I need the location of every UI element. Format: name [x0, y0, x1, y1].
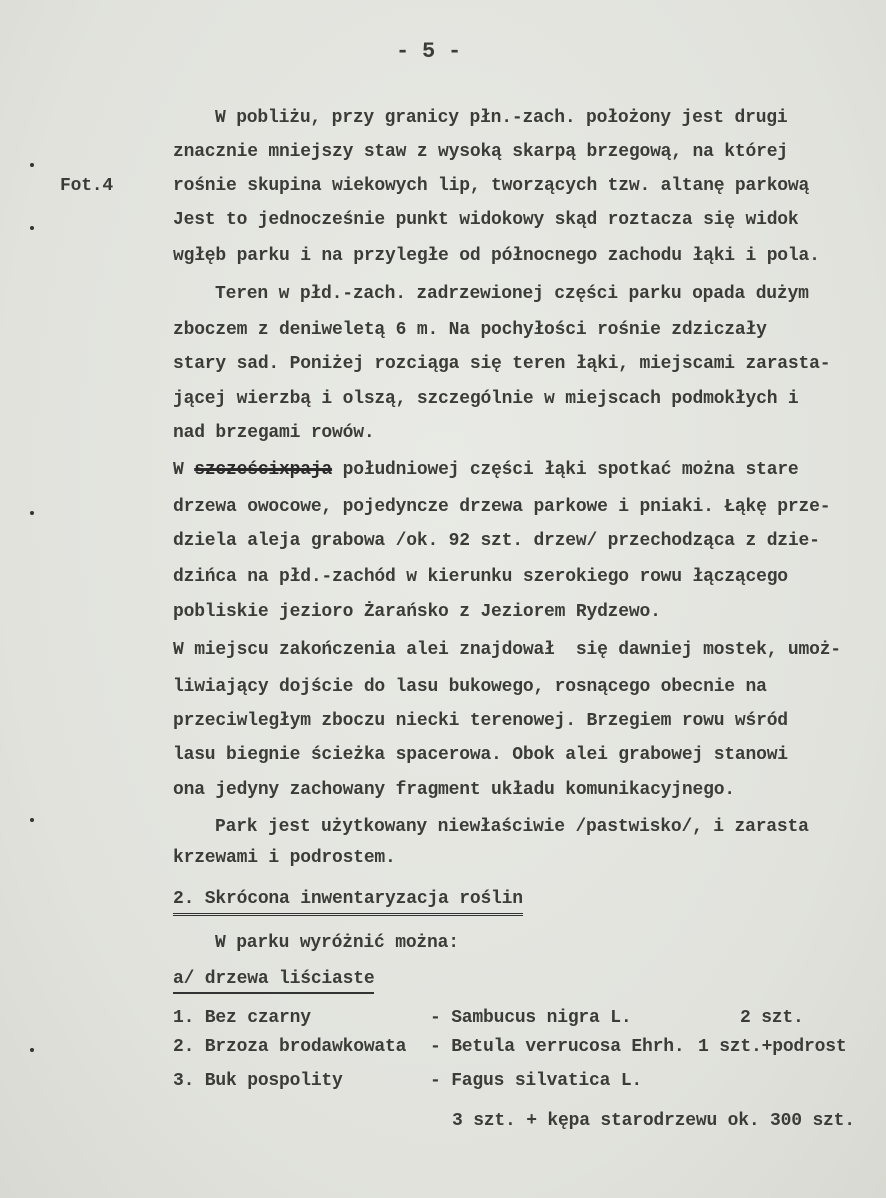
plant-count: 1 szt.+podrost	[698, 1037, 847, 1057]
page-number: - 5 -	[396, 39, 462, 64]
text-line: drzewa owocowe, pojedyncze drzewa parkowe i pniaki. Łąkę prze-	[173, 497, 831, 517]
text-line: zboczem z deniweletą 6 m. Na pochyłości rośnie zdziczały	[173, 320, 767, 340]
binder-dot	[30, 511, 34, 515]
plant-note: 3 szt. + kępa starodrzewu ok. 300 szt.	[452, 1111, 855, 1131]
text-line: wgłęb parku i na przyległe od północnego zachodu łąki i pola.	[173, 246, 820, 266]
plant-latin: - Fagus silvatica L.	[430, 1071, 643, 1091]
text-line: lasu biegnie ścieżka spacerowa. Obok alei grabowej stanowi	[173, 745, 788, 765]
text-fragment: W	[173, 460, 195, 480]
plant-count: 2 szt.	[740, 1008, 804, 1028]
text-line: W miejscu zakończenia alei znajdował się dawniej mostek, umoż-	[173, 640, 841, 660]
text-line: ona jedyny zachowany fragment układu komunikacyjnego.	[173, 780, 735, 800]
margin-note: Fot.4	[60, 176, 114, 196]
text-fragment: południowej części łąki spotkać można stare	[332, 460, 799, 480]
text-line: przeciwległym zboczu niecki terenowej. Brzegiem rowu wśród	[173, 711, 788, 731]
text-line: pobliskie jezioro Żarańsko z Jeziorem Rydzewo.	[173, 602, 661, 622]
binder-dot	[30, 818, 34, 822]
text-line: krzewami i podrostem.	[173, 848, 396, 868]
text-line: nad brzegami rowów.	[173, 423, 375, 443]
text-line: W pobliżu, przy granicy płn.-zach. położony jest drugi	[215, 108, 788, 128]
text-line: dziela aleja grabowa /ok. 92 szt. drzew/ przechodząca z dzie-	[173, 531, 820, 551]
text-line: znacznie mniejszy staw z wysoką skarpą brzegową, na której	[173, 142, 788, 162]
text-line: stary sad. Poniżej rozciąga się teren łąki, miejscami zarasta-	[173, 354, 831, 374]
text-line: rośnie skupina wiekowych lip, tworzących tzw. altanę parkową	[173, 176, 810, 196]
binder-dot	[30, 226, 34, 230]
plant-name: 2. Brzoza brodawkowata	[173, 1037, 407, 1057]
section-heading: 2. Skrócona inwentaryzacja roślin	[173, 889, 523, 916]
text-line: Teren w płd.-zach. zadrzewionej części parku opada dużym	[215, 284, 809, 304]
subheading: a/ drzewa liściaste	[173, 969, 374, 994]
struck-out-word: szcześcixpaja	[194, 460, 333, 480]
plant-name: 3. Buk pospolity	[173, 1071, 343, 1091]
plant-latin: - Sambucus nigra L.	[430, 1008, 632, 1028]
binder-dot	[30, 1048, 34, 1052]
text-line: liwiający dojście do lasu bukowego, rosnącego obecnie na	[173, 677, 767, 697]
binder-dot	[30, 163, 34, 167]
text-line: Jest to jednocześnie punkt widokowy skąd roztacza się widok	[173, 210, 799, 230]
plant-name: 1. Bez czarny	[173, 1008, 311, 1028]
text-line: jącej wierzbą i olszą, szczególnie w miejscach podmokłych i	[173, 389, 799, 409]
text-line: Park jest użytkowany niewłaściwie /pastwisko/, i zarasta	[215, 817, 809, 837]
plant-latin: - Betula verrucosa Ehrh.	[430, 1037, 685, 1057]
text-line	[173, 460, 799, 480]
text-line: dzińca na płd.-zachód w kierunku szerokiego rowu łączącego	[173, 567, 788, 587]
intro-line: W parku wyróżnić można:	[215, 933, 459, 953]
